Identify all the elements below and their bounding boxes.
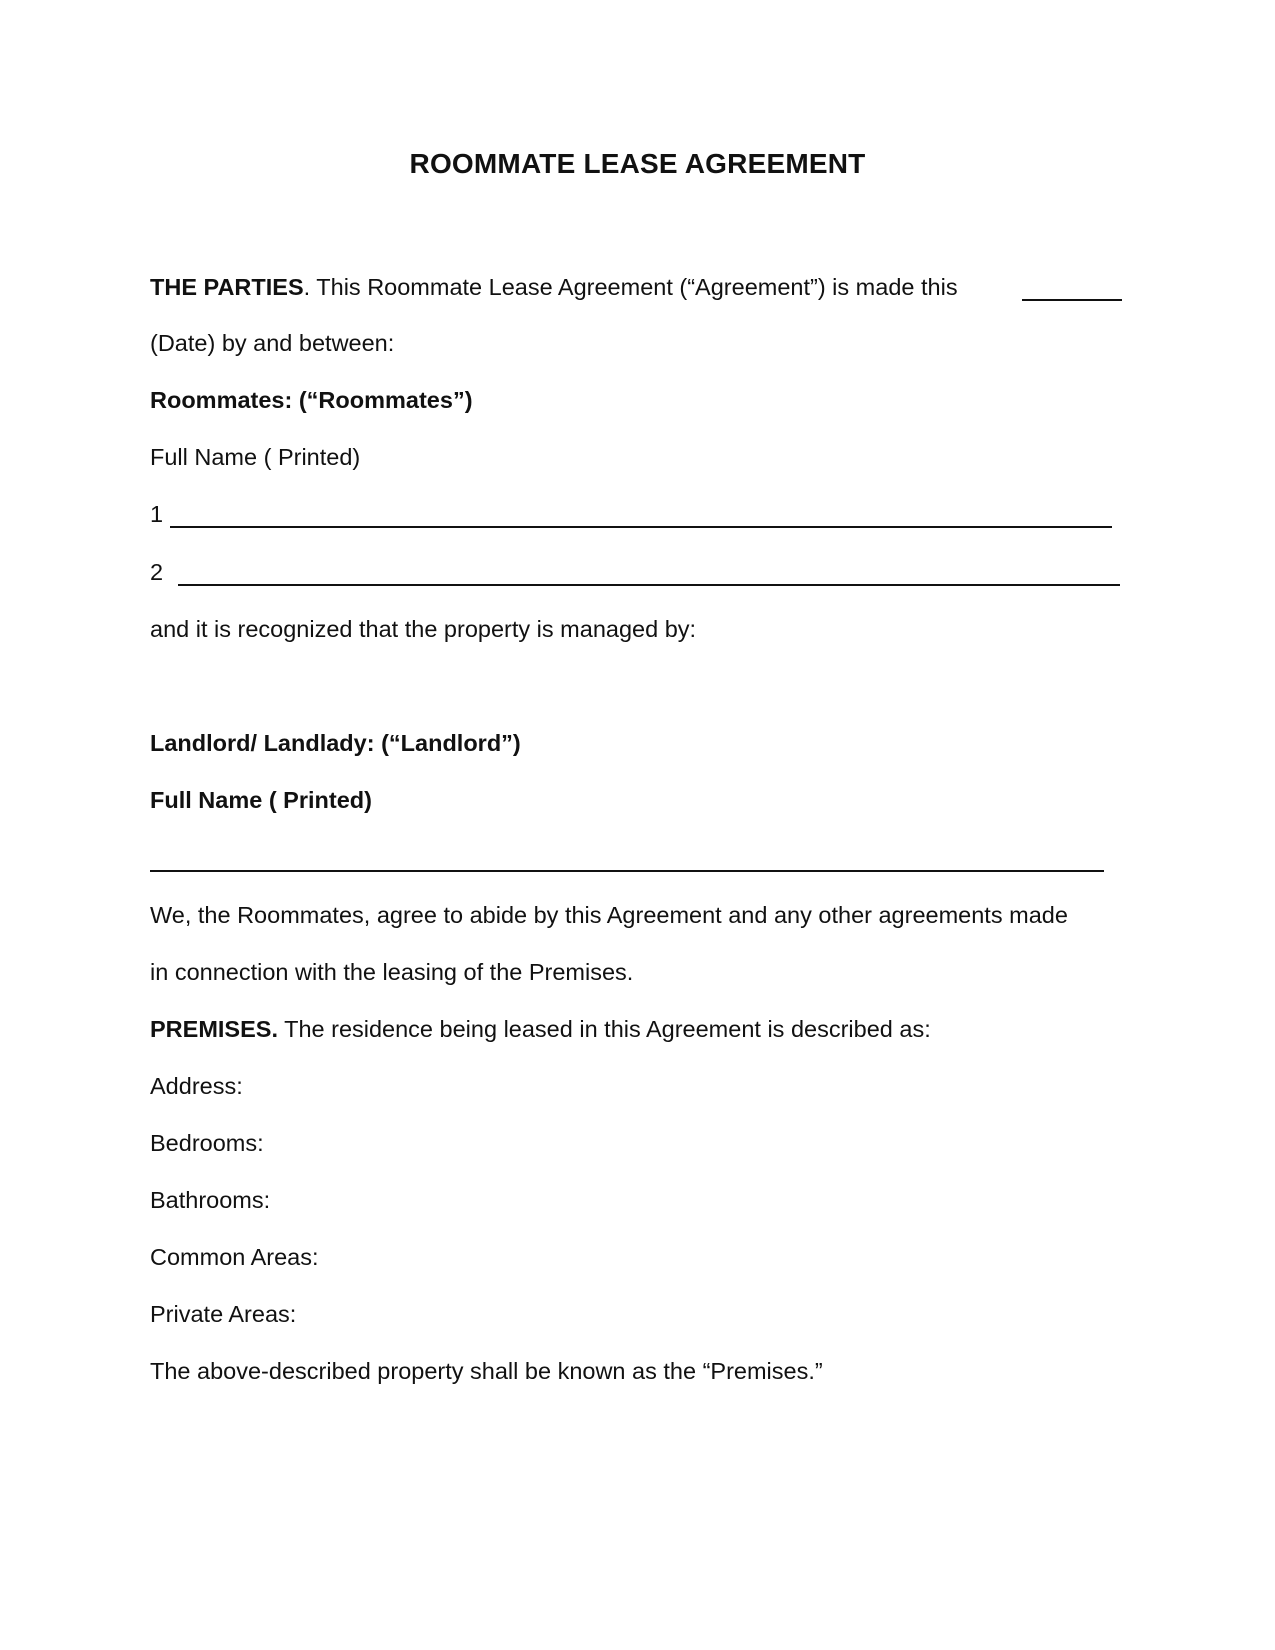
roommate-2-name-line[interactable] <box>178 584 1120 586</box>
parties-date-line: (Date) by and between: <box>150 330 395 356</box>
parties-paragraph <box>150 272 958 302</box>
premises-heading: PREMISES. <box>150 1016 278 1042</box>
roommate-2-number: 2 <box>150 559 164 585</box>
roommates-heading: Roommates: (“Roommates”) <box>150 387 473 413</box>
roommate-1-name-line[interactable] <box>170 526 1112 528</box>
premises-field-bedrooms: Bedrooms: <box>150 1130 264 1156</box>
agreement-line-2: in connection with the leasing of the Premises. <box>150 959 634 985</box>
premises-field-address: Address: <box>150 1073 243 1099</box>
agreement-line-1: We, the Roommates, agree to abide by this Agreement and any other agreements made <box>150 902 1068 928</box>
premises-field-bathrooms: Bathrooms: <box>150 1187 271 1213</box>
premises-closing: The above-described property shall be known as the “Premises.” <box>150 1358 823 1384</box>
landlord-heading: Landlord/ Landlady: (“Landlord”) <box>150 730 521 756</box>
landlord-name-line[interactable] <box>150 870 1104 872</box>
premises-intro: The residence being leased in this Agreement is described as: <box>277 1016 931 1042</box>
premises-field-private-areas: Private Areas: <box>150 1301 297 1327</box>
parties-heading: THE PARTIES <box>150 274 304 300</box>
document-title: ROOMMATE LEASE AGREEMENT <box>409 148 866 179</box>
premises-paragraph <box>150 1014 931 1044</box>
date-blank-line[interactable] <box>1022 299 1122 301</box>
landlord-name-label: Full Name ( Printed) <box>150 787 372 813</box>
roommates-name-label: Full Name ( Printed) <box>150 444 361 470</box>
managed-by-text: and it is recognized that the property is managed by: <box>150 616 697 642</box>
roommate-1-number: 1 <box>150 501 164 527</box>
parties-intro: . This Roommate Lease Agreement (“Agreement”) is made this <box>303 274 958 300</box>
premises-field-common-areas: Common Areas: <box>150 1244 319 1270</box>
